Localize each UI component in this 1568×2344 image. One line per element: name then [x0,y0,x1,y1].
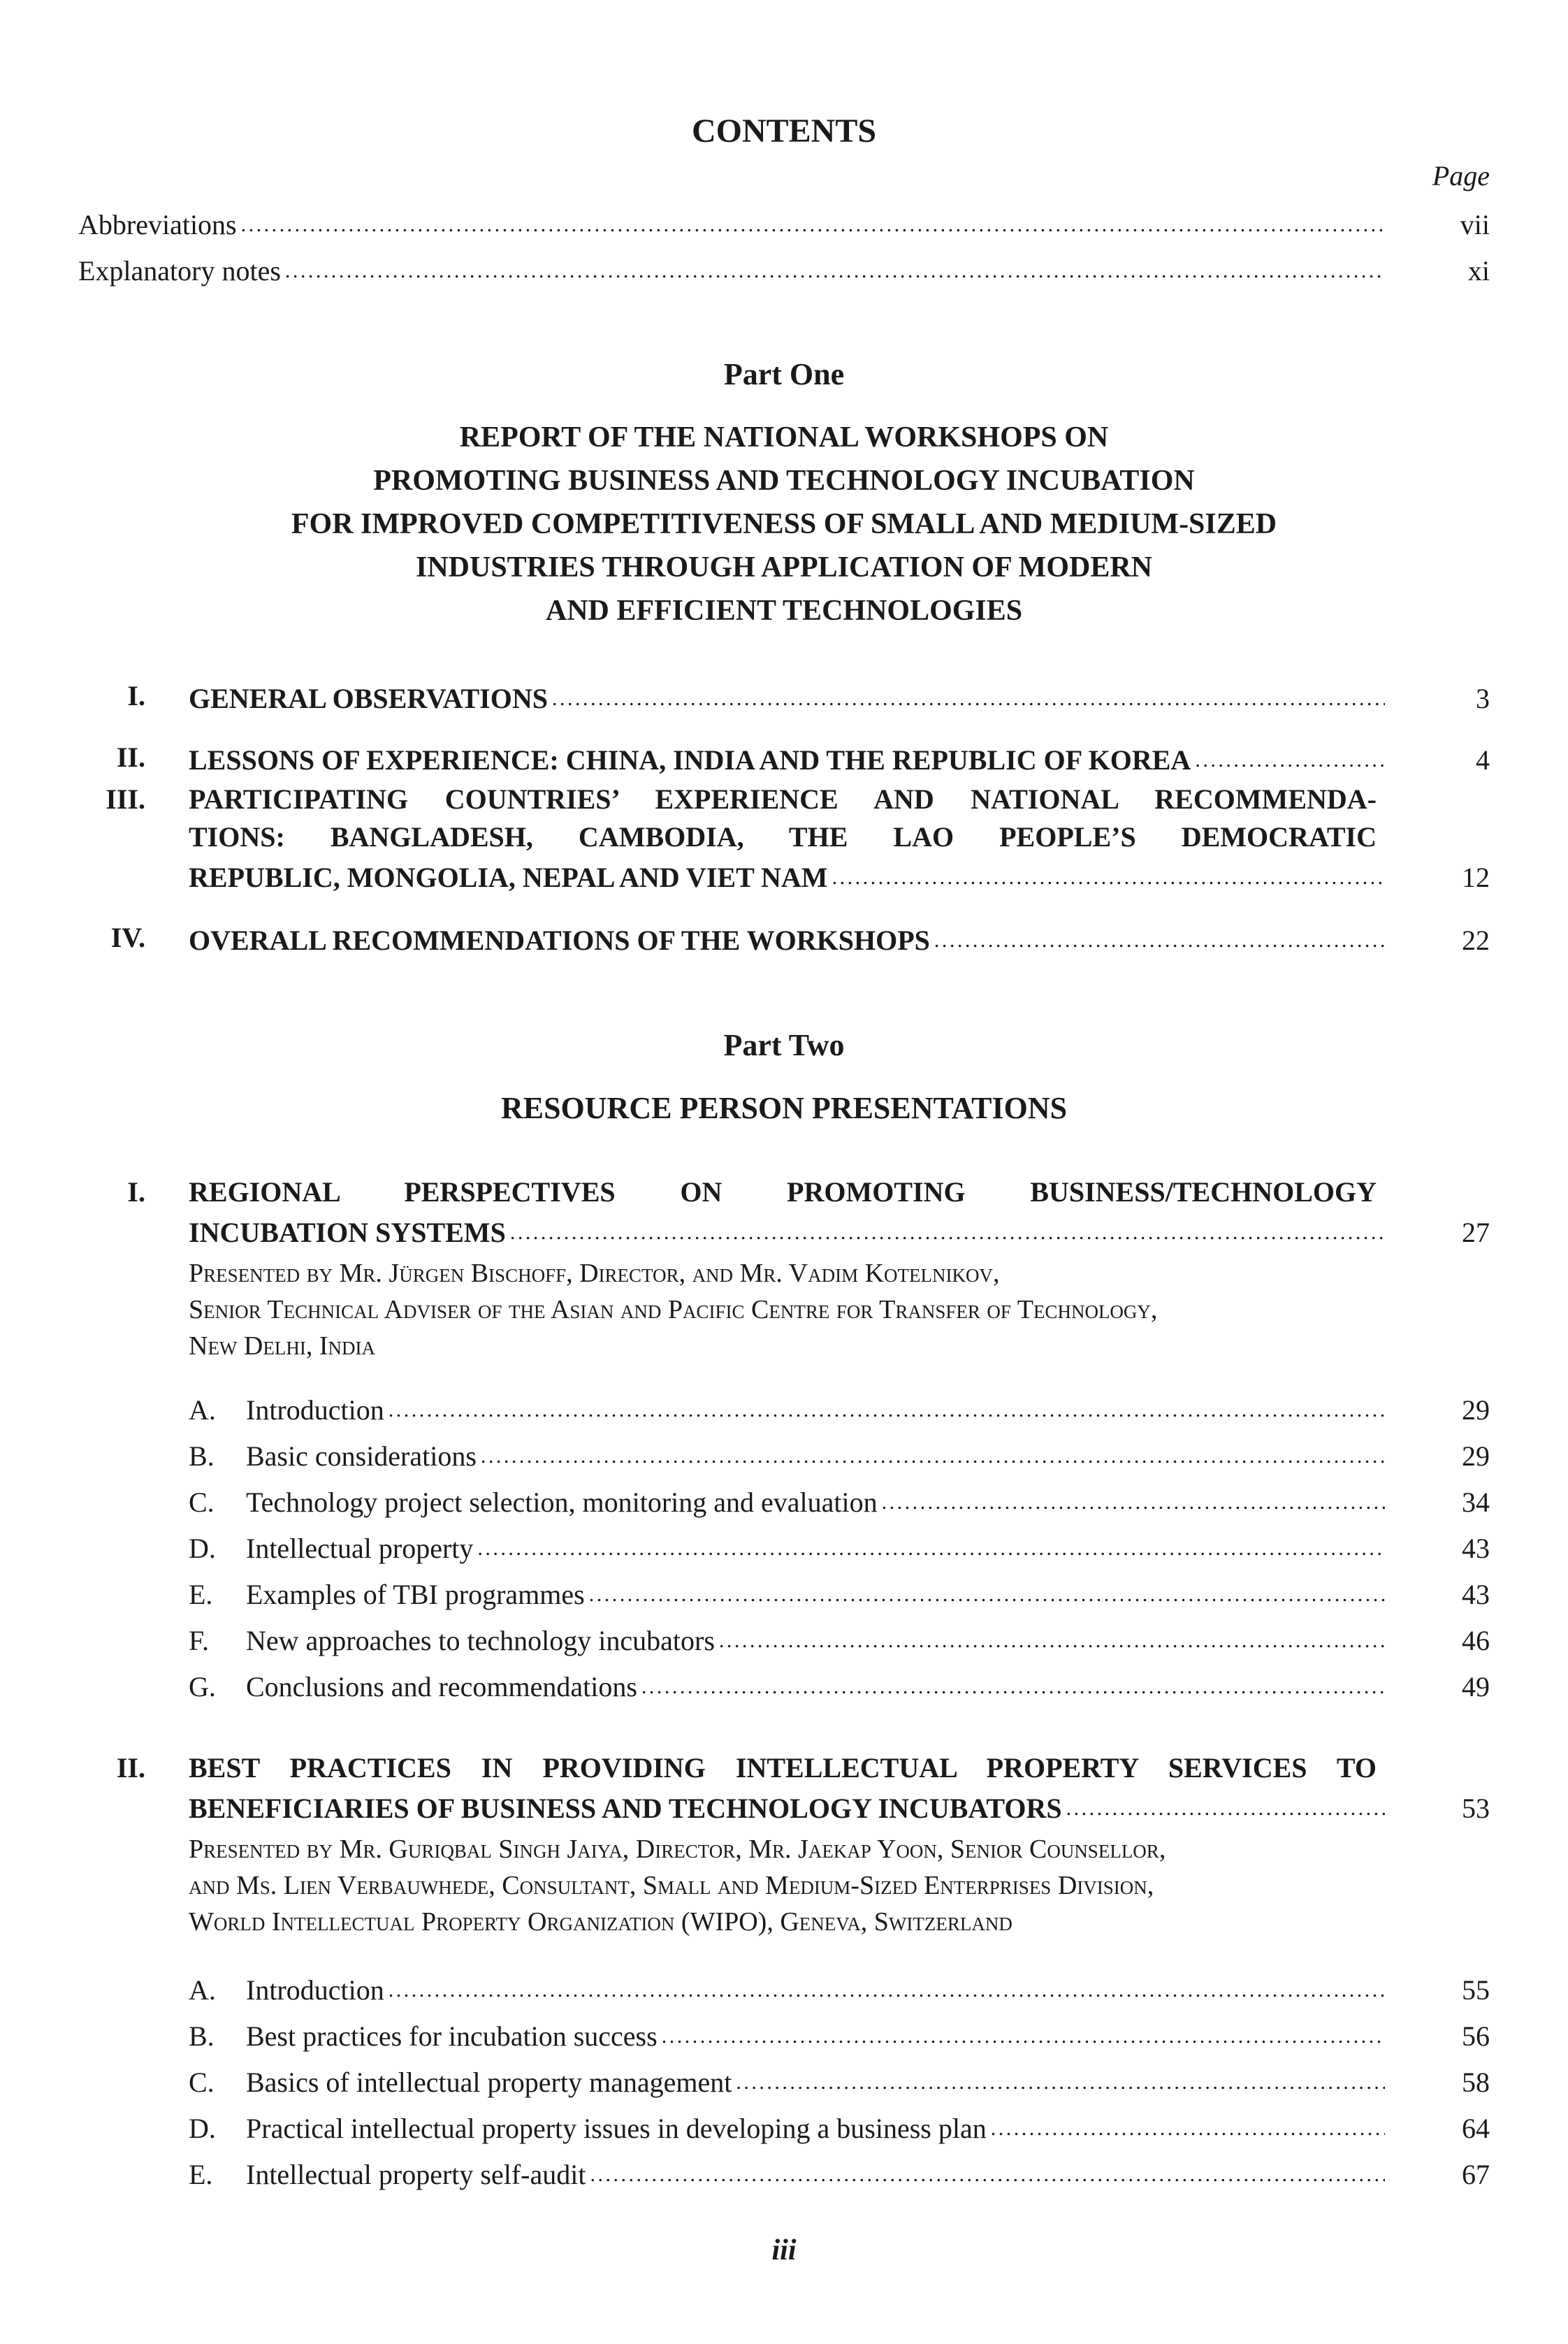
toc-subentry-page: 43 [1462,1533,1490,1564]
presenter-credit [189,1255,1377,1364]
dot-leader [589,1574,1385,1613]
toc-subentry[interactable] [189,1389,1490,1428]
toc-subentry-label: C. [189,1486,215,1518]
toc-subentry-label: D. [189,2113,216,2144]
toc-section-page: 4 [1476,744,1490,776]
dot-leader [590,2154,1385,2193]
dot-leader [832,857,1385,896]
dot-leader [510,1212,1385,1251]
page-number: iii [771,2234,797,2266]
toc-section-page: 3 [1476,683,1490,714]
toc-subentry-text: Basic considerations [246,1440,477,1472]
toc-section-best-practices-ip[interactable] [189,1788,1490,1827]
toc-subentry-page: 34 [1462,1486,1490,1518]
toc-section-page: 22 [1462,925,1490,956]
toc-subentry-text: Introduction [246,1974,384,2006]
toc-section-text: OVERALL RECOMMENDATIONS OF THE WORKSHOPS [189,925,930,956]
toc-subentry-label: G. [189,1671,216,1702]
toc-section-participating-countries[interactable] [189,857,1490,896]
presenter-line: New Delhi, India [189,1331,375,1361]
presenter-line: and Ms. Lien Verbauwhede, Consultant, Small and Medium-Sized Enterprises Division, [189,1871,1154,1900]
page-title: CONTENTS [691,113,877,150]
toc-subentry-label: A. [189,1974,216,2006]
dot-leader [736,2062,1385,2101]
toc-section-text: LESSONS OF EXPERIENCE: CHINA, INDIA AND THE REPUBLIC OF KOREA [189,744,1191,776]
section-number: I. [127,680,145,711]
toc-section-text: INCUBATION SYSTEMS [189,1217,506,1248]
toc-subentry-page: 56 [1462,2020,1490,2052]
dot-leader [934,920,1385,959]
toc-section-text-line[interactable]: PARTICIPATING COUNTRIES’ EXPERIENCE AND NATIONAL RECOMMENDA- [189,783,1377,815]
toc-section-text: REPUBLIC, MONGOLIA, NEPAL AND VIET NAM [189,862,828,893]
toc-subentry-page: 67 [1462,2159,1490,2190]
toc-section-overall-recommendations[interactable] [189,920,1490,959]
dot-leader [285,250,1385,289]
part-one-title-line: INDUSTRIES THROUGH APPLICATION OF MODERN [415,551,1153,584]
toc-subentry-page: 55 [1462,1974,1490,2006]
toc-subentry-page: 43 [1462,1579,1490,1610]
part-one-heading: Part One [723,357,845,391]
dot-leader [389,1389,1385,1428]
toc-entry-explanatory-notes[interactable] [78,250,1490,289]
toc-subentry-text: Examples of TBI programmes [246,1579,585,1610]
part-one-title-line: PROMOTING BUSINESS AND TECHNOLOGY INCUBATION [373,465,1195,497]
dot-leader [662,2016,1385,2055]
toc-section-text-line[interactable]: TIONS: BANGLADESH, CAMBODIA, THE LAO PEOPLE’S DEMOCRATIC [189,821,1377,853]
toc-subentry-text: New approaches to technology incubators [246,1625,715,1656]
toc-section-text-line[interactable]: BEST PRACTICES IN PROVIDING INTELLECTUAL PROPERTY SERVICES TO [189,1752,1377,1784]
toc-subentry-page: 64 [1462,2113,1490,2144]
toc-subentry-label: C. [189,2067,215,2098]
toc-subentry[interactable] [189,1482,1490,1521]
presenter-line: Presented by Mr. Guriqbal Singh Jaiya, Director, Mr. Jaekap Yoon, Senior Counsellor, [189,1835,1166,1864]
dot-leader [477,1528,1385,1567]
toc-section-text-line[interactable]: REGIONAL PERSPECTIVES ON PROMOTING BUSINESS/TECHNOLOGY [189,1176,1377,1208]
dot-leader [1195,739,1385,779]
toc-section-page: 53 [1462,1793,1490,1824]
dot-leader [719,1620,1385,1659]
presenter-credit [189,1831,1377,1940]
toc-section-lessons-of-experience[interactable] [189,739,1490,779]
toc-subentry[interactable] [189,1666,1490,1705]
toc-entry-page: xi [1467,255,1490,287]
toc-subentry[interactable] [189,1969,1490,2009]
toc-subentry-label: E. [189,1579,213,1610]
toc-section-general-observations[interactable] [189,678,1490,717]
section-number: II. [116,741,145,773]
toc-subentry[interactable] [189,2062,1490,2101]
toc-subentry-label: F. [189,1625,210,1656]
toc-subentry-label: B. [189,2020,215,2052]
dot-leader [882,1482,1385,1521]
section-number: II. [116,1752,145,1784]
toc-subentry-text: Intellectual property [246,1533,474,1564]
toc-subentry-page: 49 [1462,1671,1490,1702]
toc-subentry-page: 46 [1462,1625,1490,1656]
toc-subentry-page: 29 [1462,1440,1490,1472]
part-one-title-line: REPORT OF THE NATIONAL WORKSHOPS ON [459,421,1109,454]
toc-subentry-text: Basics of intellectual property management [246,2067,732,2098]
dot-leader [241,204,1385,243]
toc-subentry-page: 29 [1462,1394,1490,1426]
dot-leader [641,1666,1385,1705]
dot-leader [1066,1788,1385,1827]
toc-subentry-label: D. [189,1533,216,1564]
part-two-heading: Part Two [723,1028,845,1062]
toc-subentry[interactable] [189,2108,1490,2147]
toc-subentry-label: A. [189,1394,216,1426]
toc-entry-page: vii [1460,209,1490,240]
toc-section-text: GENERAL OBSERVATIONS [189,683,548,714]
toc-subentry-label: E. [189,2159,213,2190]
toc-subentry[interactable] [189,1574,1490,1613]
toc-subentry[interactable] [189,1620,1490,1659]
toc-section-page: 12 [1462,862,1490,893]
toc-entry-text: Explanatory notes [78,255,281,287]
toc-subentry-text: Practical intellectual property issues in developing a business plan [246,2113,987,2144]
toc-subentry-text: Introduction [246,1394,384,1426]
toc-subentry-page: 58 [1462,2067,1490,2098]
dot-leader [991,2108,1385,2147]
toc-subentry[interactable] [189,2016,1490,2055]
toc-entry-abbreviations[interactable] [78,204,1490,243]
toc-subentry[interactable] [189,1528,1490,1567]
part-one-title-line: FOR IMPROVED COMPETITIVENESS OF SMALL AND MEDIUM-SIZED [291,508,1277,540]
toc-entry-text: Abbreviations [78,209,237,240]
page-column-label: Page [1432,160,1490,191]
toc-subentry-text: Intellectual property self-audit [246,2159,586,2190]
toc-subentry-text: Conclusions and recommendations [246,1671,637,1702]
toc-subentry-text: Technology project selection, monitoring and evaluation [246,1486,878,1518]
part-one-title-line: AND EFFICIENT TECHNOLOGIES [545,595,1023,627]
section-number: IV. [110,922,145,953]
toc-subentry[interactable] [189,1435,1490,1475]
dot-leader [389,1969,1385,2009]
presenter-line: Presented by Mr. Jürgen Bischoff, Director, and Mr. Vadim Kotelnikov, [189,1259,1000,1288]
part-two-title: RESOURCE PERSON PRESENTATIONS [500,1091,1068,1125]
presenter-line: Senior Technical Adviser of the Asian and Pacific Centre for Transfer of Technology, [189,1295,1158,1324]
toc-section-regional-perspectives[interactable] [189,1212,1490,1251]
section-number: III. [106,783,145,815]
toc-section-page: 27 [1462,1217,1490,1248]
presenter-line: World Intellectual Property Organization (WIPO), Geneva, Switzerland [189,1907,1012,1937]
dot-leader [481,1435,1385,1475]
part-one-title [0,416,1568,632]
section-number: I. [127,1176,145,1208]
toc-subentry-label: B. [189,1440,215,1472]
toc-section-text: BENEFICIARIES OF BUSINESS AND TECHNOLOGY INCUBATORS [189,1793,1062,1824]
toc-subentry-text: Best practices for incubation success [246,2020,658,2052]
dot-leader [552,678,1385,717]
toc-subentry[interactable] [189,2154,1490,2193]
